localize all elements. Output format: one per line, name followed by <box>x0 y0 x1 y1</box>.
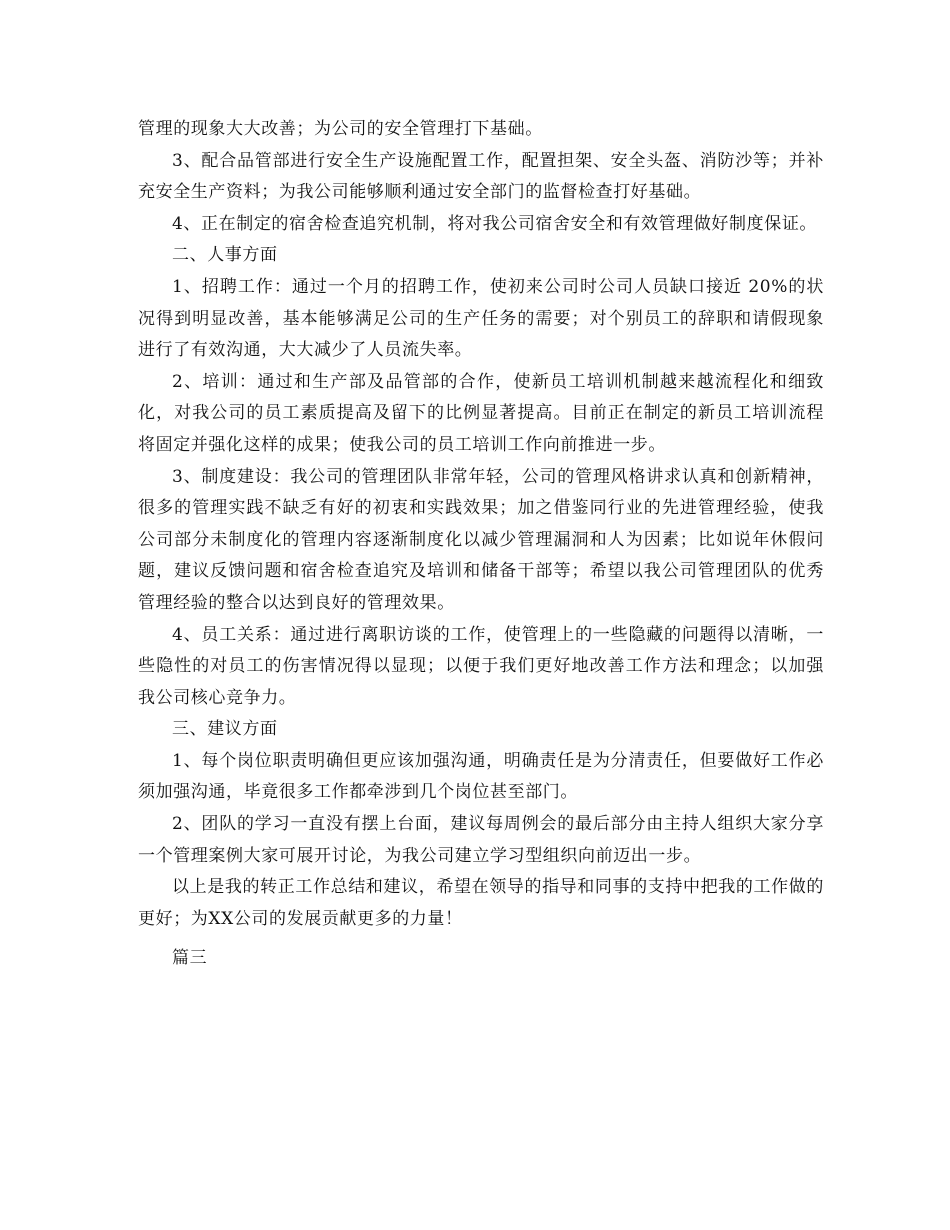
paragraph-dormitory-mechanism: 4、正在制定的宿舍检查追究机制，将对我公司宿舍安全和有效管理做好制度保证。 <box>172 213 818 234</box>
paragraph-recruitment: 1、招聘工作：通过一个月的招聘工作，使初来公司时公司人员缺口接近 20%的状况得到明显改善，基本能够满足公司的生产任务的需要；对个别员工的辞职和请假现象进行了有效沟通，大大减少了人员流失率。 <box>138 276 824 361</box>
paragraph-system-building: 3、制度建设：我公司的管理团队非常年轻，公司的管理风格讲求认真和创新精神，很多的管理实践不缺乏有好的初衷和实践效果；加之借鉴同行业的先进管理经验，使我公司部分未制度化的管理内容逐渐制度化以减少管理漏洞和人为因素；比如说年休假问题，建议反馈问题和宿舍检查追究及培训和储备干部等；希望以我公司管理团队的优秀管理经验的整合以达到良好的管理效果。 <box>138 466 824 613</box>
paragraph-suggestion-communication: 1、每个岗位职责明确但更应该加强沟通，明确责任是为分清责任，但要做好工作必须加强沟通，毕竟很多工作都牵涉到几个岗位甚至部门。 <box>138 750 824 803</box>
paragraph-safety-equipment: 3、配合品管部进行安全生产设施配置工作，配置担架、安全头盔、消防沙等；并补充安全生产资料；为我公司能够顺利通过安全部门的监督检查打好基础。 <box>138 150 824 203</box>
section-heading-suggestions: 三、建议方面 <box>172 719 278 740</box>
spacer <box>138 935 824 943</box>
document-page <box>138 114 824 975</box>
paragraph-training: 2、培训：通过和生产部及品管部的合作，使新员工培训机制越来越流程化和细致化，对我公司的员工素质提高及留下的比例显著提高。目前正在制定的新员工培训流程将固定并强化这样的成果；使我公司的员工培训工作向前推进一步。 <box>138 371 824 455</box>
section-heading-personnel: 二、人事方面 <box>172 245 278 266</box>
paragraph-continuation: 管理的现象大大改善；为公司的安全管理打下基础。 <box>138 119 543 139</box>
section-heading-part-three: 篇三 <box>172 948 208 969</box>
paragraph-suggestion-learning: 2、团队的学习一直没有摆上台面，建议每周例会的最后部分由主持人组织大家分享一个管理案例大家可展开讨论，为我公司建立学习型组织向前迈出一步。 <box>138 814 824 866</box>
paragraph-employee-relations: 4、员工关系：通过进行离职访谈的工作，使管理上的一些隐藏的问题得以清晰，一些隐性的对员工的伤害情况得以显现；以便于我们更好地改善工作方法和理念；以加强我公司核心竞争力。 <box>138 624 824 708</box>
paragraph-conclusion: 以上是我的转正工作总结和建议，希望在领导的指导和同事的支持中把我的工作做的更好；为XX公司的发展贡献更多的力量！ <box>138 877 824 929</box>
